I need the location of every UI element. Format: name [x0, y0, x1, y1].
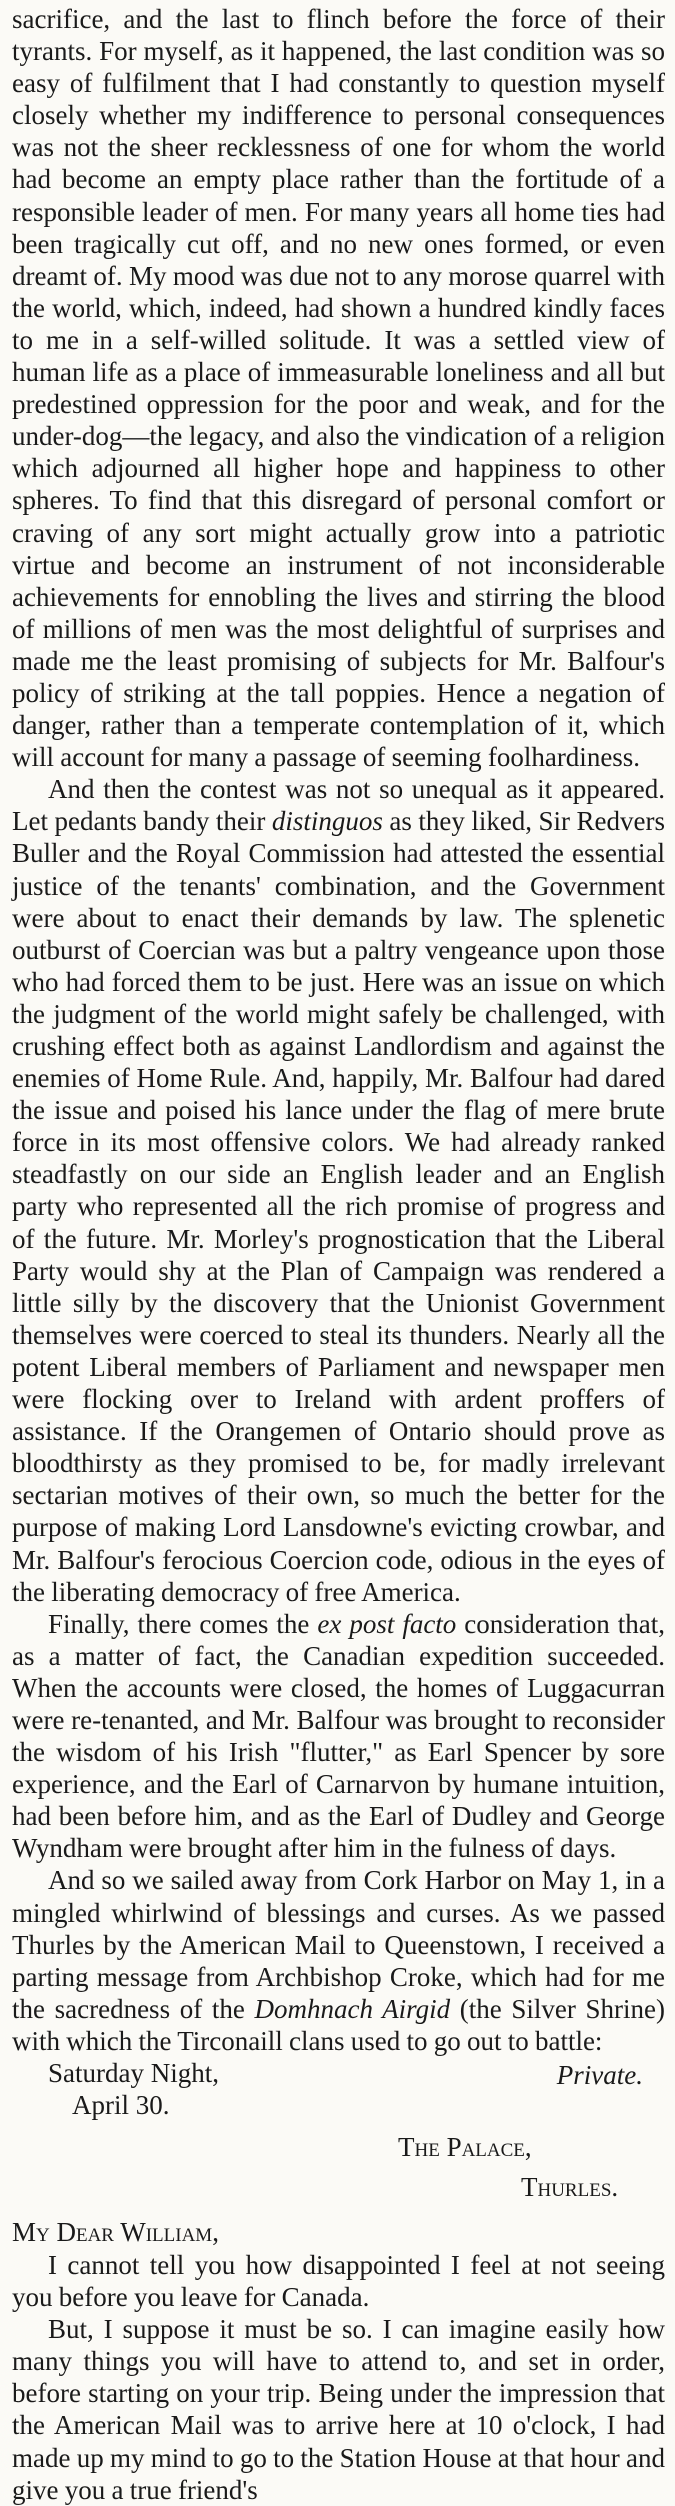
address-line: Thurles. [521, 2172, 619, 2202]
letter-date-text: April 30. [72, 2090, 170, 2120]
private-marking: Private. [556, 2060, 643, 2090]
paragraph-text: as they liked, Sir Redvers Buller and the Royal Commission had attested the essential justice of the tenants' combination, and the Government were about to enact their demands by law. The splenetic outburst of Coercian was but a paltry vengeance upon those who had forced them to be just. Here was an issue on which the judgment of the world might safely be challenged, with crushing effect both as against Landlordism and against the enemies of Home Rule. And, happily, Mr. Balfour had dared the issue and poised his lance under the flag of mere brute force in its most offensive colors. We had already ranked steadfastly on our side an English leader and an English party who represented all the rich promise of progress and of the future. Mr. Morley's prognostication that the Liberal Party would shy at the Plan of Campaign was rendered a little silly by the discovery that the Unionist Government themselves were coerced to steal its thunders. Nearly all the potent Liberal members of Parliament and newspaper men were flocking over to Ireland with ardent proffers of assistance. If the Orangemen of Ontario should prove as bloodthirsty as they promised to be, for madly irrelevant sectarian motives of their own, so much the better for the purpose of making Lord Lansdowne's evicting crowbar, and Mr. Balfour's ferocious Coercion code, odious in the eyes of the liberating democracy of free America. [12, 806, 666, 1607]
letter-dateline [12, 2057, 665, 2121]
body-paragraph [12, 1608, 665, 1865]
letter-salutation: My Dear William, [12, 2217, 219, 2247]
paragraph-text: And then the contest was not so unequal as it appeared. Let pedants bandy their [12, 774, 665, 837]
letter-paragraph: I cannot tell you how disappointed I feel at not seeing you before you leave for Canada. [12, 2250, 665, 2313]
paragraph-text: And so we sailed away from Cork Harbor on May 1, in a mingled whirlwind of blessings and curses. As we passed Thurles by the American Mail to Queenstown, I received a parting message from Archbishop Croke, which had for me the sacredness of the [12, 1865, 665, 2024]
address-line: The Palace, [398, 2132, 532, 2162]
paragraph-text: consideration that, as a matter of fact, the Canadian expedition succeeded. When the accounts were closed, the homes of Luggacurran were re-tenanted, and Mr. Balfour was brought to reconsider the wisdom of his Irish "flutter," as Earl Spencer by sore experience, and the Earl of Carnarvon by humane intuition, had been before him, and as the Earl of Dudley and George Wyndham were brought after him in the fulness of days. [12, 1608, 665, 1864]
letter-date [48, 2057, 219, 2121]
body-paragraph [12, 773, 665, 1607]
body-paragraph: sacrifice, and the last to flinch before the force of their tyrants. For myself, as it happened, the last condition was so easy of fulfilment that I had constantly to question myself closely whether my indifference to personal consequences was not the sheer recklessness of one for whom the world had become an empty place rather than the fortitude of a responsible leader of men. For many years all home ties had been tragically cut off, and no new ones formed, or even dreamt of. My mood was due not to any morose quarrel with the world, which, indeed, had shown a hundred kindly faces to me in a self-willed solitude. It was a settled view of human life as a place of immeasurable loneliness and all but predestined oppression for the poor and weak, and for the under-dog—the legacy, and also the vindication of a religion which adjourned all higher hope and happiness to other spheres. To find that this disregard of personal comfort or craving of any sort might actually grow into a patriotic virtue and become an instrument of not inconsiderable achievements for ennobling the lives and stirring the blood of millions of men was the most delightful of surprises and made me the least promising of subjects for Mr. Balfour's policy of striking at the tall poppies. Hence a negation of danger, rather than a temperate contemplation of it, which will account for many a passage of seeming foolhardiness. [12, 4, 665, 773]
letter-address [12, 2127, 665, 2207]
paragraph-text: Finally, there comes the [48, 1608, 318, 1639]
letter-day: Saturday Night, [48, 2058, 219, 2088]
paragraph-text: (the Silver Shrine) with which the Tirconaill clans used to go out to battle: [12, 1993, 665, 2056]
italic-term: distinguos [271, 806, 383, 837]
italic-term: Domhnach Airgid [254, 1993, 451, 2024]
italic-term: ex post facto [317, 1608, 457, 1639]
body-paragraph [12, 1864, 665, 2057]
letter-paragraph: But, I suppose it must be so. I can imagine easily how many things you will have to attend to, and set in order, before starting on your trip. Being under the impression that the American Mail was to arrive here at 10 o'clock, I had made up my mind to go to the Station House at that hour and give you a true friend's [12, 2314, 665, 2505]
